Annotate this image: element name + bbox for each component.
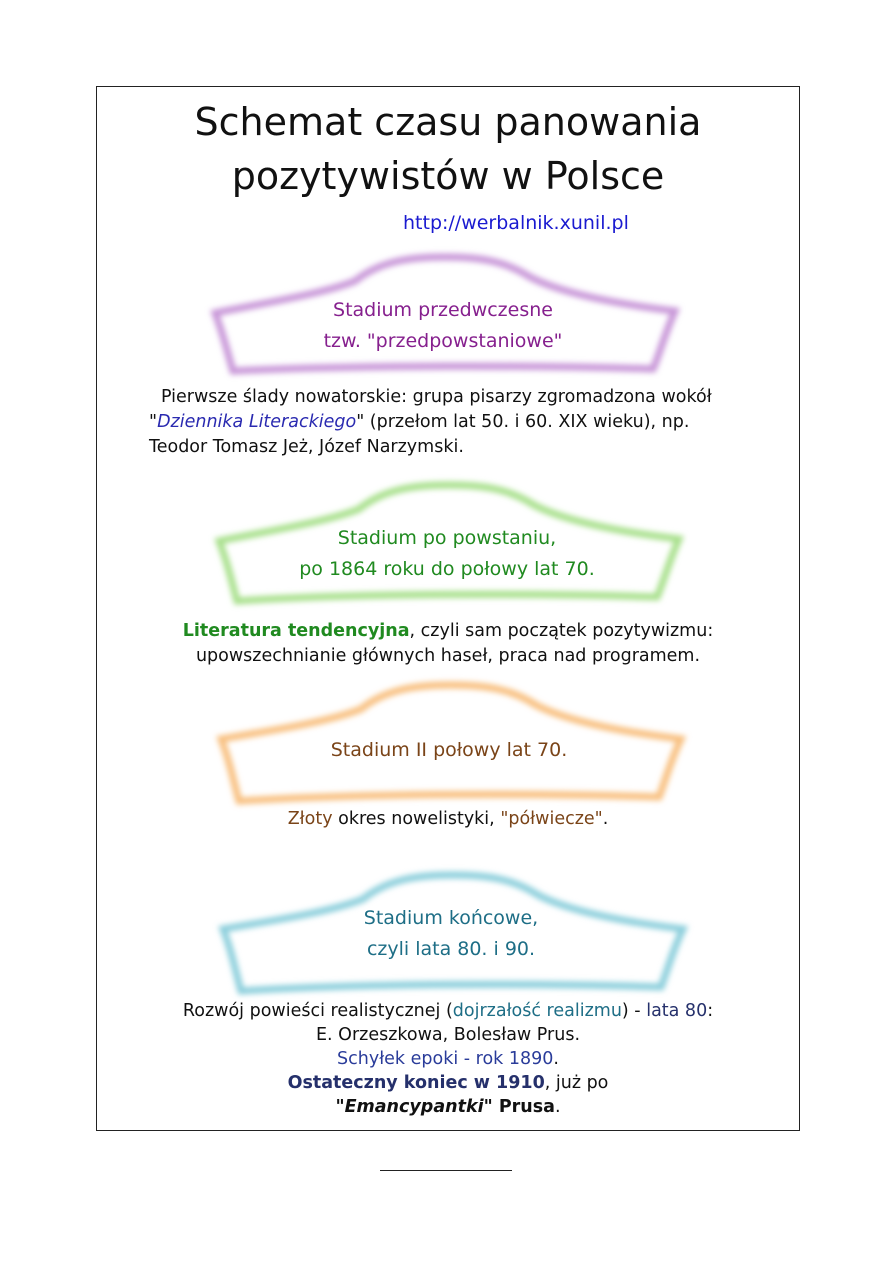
stage-1-description	[149, 385, 779, 460]
stage-4-desc-a1: Rozwój powieści realistycznej (	[182, 1001, 453, 1021]
stage-1-desc-part-3: Teodor Tomasz Jeż, Józef Narzymski.	[149, 437, 464, 457]
stage-3-description	[117, 807, 779, 832]
stage-1-desc-part-1: Pierwsze ślady nowatorskie: grupa pisarzy zgromadzona wokół	[161, 387, 712, 407]
stage-4-decline: Schyłek epoki - rok 1890	[337, 1049, 554, 1069]
stage-3-banner	[211, 679, 687, 807]
stage-3-desc-part-2: .	[602, 809, 609, 829]
stage-3-title-line-1: Stadium II połowy lat 70.	[330, 739, 568, 761]
stage-4-maturity-realism: dojrzałość realizmu	[452, 1001, 622, 1021]
stage-4-desc-e4: .	[554, 1097, 561, 1117]
stage-1-title	[205, 295, 681, 357]
stage-2-desc-part-2: upowszechnianie głównych haseł, praca nad programem.	[195, 646, 701, 666]
stage-1-quote-open: "	[149, 412, 158, 432]
page-title	[97, 95, 799, 203]
stage-1-desc-part-2: " (przełom lat 50. i 60. XIX wieku), np.	[356, 412, 690, 432]
stage-4-title-line-2: czyli lata 80. i 90.	[366, 938, 536, 960]
stage-2-title	[209, 523, 685, 585]
stage-2-description	[117, 619, 779, 669]
stage-1-title-line-1: Stadium przedwczesne	[333, 299, 553, 321]
footnote-separator	[380, 1170, 512, 1171]
title-line-2: pozytywistów w Polsce	[231, 154, 665, 198]
stage-4-desc-d2: , już po	[544, 1073, 609, 1093]
stage-4-description	[117, 999, 779, 1119]
stage-4-title-line-1: Stadium końcowe,	[363, 907, 539, 929]
stage-2-title-line-1: Stadium po powstaniu,	[337, 527, 557, 549]
stage-2-banner	[209, 481, 685, 609]
stage-4-book-title: Emancypantki	[344, 1097, 484, 1117]
stage-4-quote-open: "	[335, 1097, 345, 1117]
stage-4-eighties: lata 80	[646, 1001, 708, 1021]
stage-1-banner	[205, 253, 681, 381]
source-url-link[interactable]: http://werbalnik.xunil.pl	[403, 212, 629, 234]
stage-1-title-line-2: tzw. "przedpowstaniowe"	[323, 330, 563, 352]
stage-1-journal-name: Dziennika Literackiego	[157, 412, 357, 432]
stage-4-prus: " Prusa	[483, 1097, 555, 1117]
title-line-1: Schemat czasu panowania	[194, 100, 702, 144]
stage-3-highlight-golden: Złoty	[287, 809, 333, 829]
stage-4-desc-c2: .	[553, 1049, 559, 1069]
stage-3-title	[211, 735, 687, 766]
stage-4-desc-a3: ) -	[621, 1001, 647, 1021]
stage-4-desc-a5: :	[707, 1001, 714, 1021]
stage-2-desc-part-1: , czyli sam początek pozytywizmu:	[409, 621, 714, 641]
stage-4-final-end: Ostateczny koniec w 1910	[287, 1073, 545, 1093]
stage-4-authors: E. Orzeszkowa, Bolesław Prus.	[315, 1025, 581, 1045]
stage-2-title-line-2: po 1864 roku do połowy lat 70.	[299, 558, 595, 580]
stage-4-title	[213, 903, 689, 965]
stage-3-desc-part-1: okres nowelistyki,	[332, 809, 501, 829]
stage-2-highlight: Literatura tendencyjna	[182, 621, 410, 641]
stage-4-banner	[213, 869, 689, 997]
diagram-frame	[96, 86, 800, 1131]
stage-3-highlight-halfcentury: "półwiecze"	[500, 809, 603, 829]
